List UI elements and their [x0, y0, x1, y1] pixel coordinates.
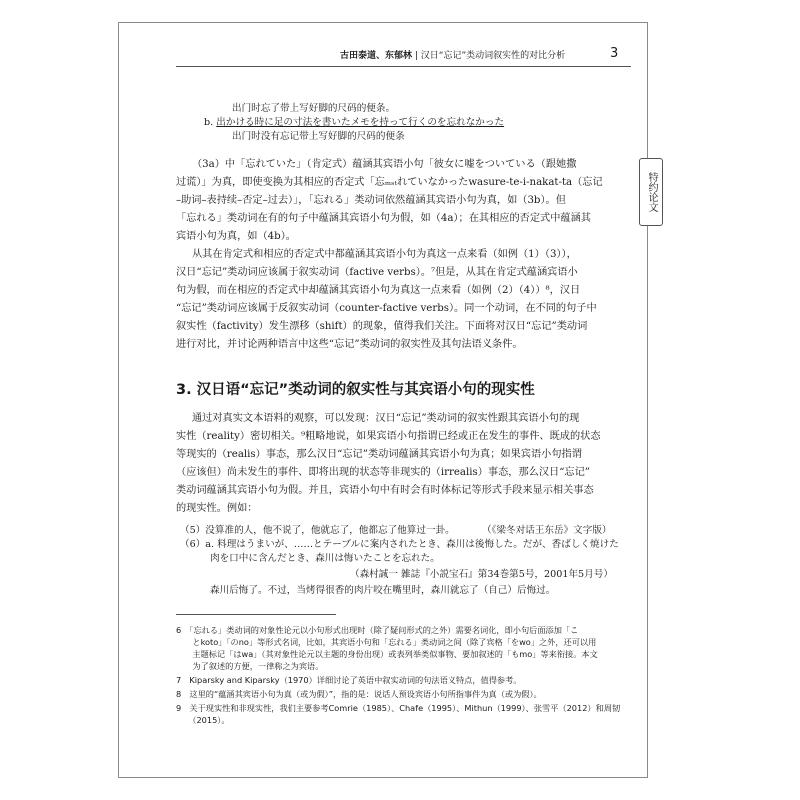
example-6-line1: （6）a. 料理はうまいが、……とテーブルに案内されたとき、森川は後悔した。だが、香ばしく焼けた [180, 539, 619, 550]
footnote-rule [176, 614, 336, 615]
example-top-label: b. [204, 117, 214, 128]
p1-line-5: 宾语小句为真，如（4b）。 [176, 231, 296, 242]
p3-line-2: 实性（reality）密切相关。⁹粗略地说，如果宾语小句指谓已经或正在发生的事件、既成的状态 [176, 431, 601, 442]
example-5-text: （5）没算准的人，他不说了，他就忘了，他都忘了他算过一卦。 [180, 525, 455, 536]
header-separator: | [414, 51, 421, 61]
running-header [340, 48, 630, 64]
footnote-7: 7 Kiparsky and Kiparsky（1970）详细讨论了英语中叙实动词的句法语义特点，值得参考。 [176, 675, 522, 685]
example-top-line2 [204, 116, 504, 130]
header-rule [176, 66, 631, 67]
footnote-6-line4: 为了叙述的方便，一律称之为宾语。 [176, 661, 324, 671]
example-6-translation: 森川后悔了。不过，当烤得很香的肉片咬在嘴里时，森川就忘了（自己）后悔过。 [210, 585, 556, 596]
p1-line-4: 「忘れる」类动词在有的句子中蕴涵其宾语小句为假，如（4a）；在其相应的否定式中蕴涵其 [176, 213, 591, 224]
example-top-line1: 出门时忘了带上写好脚的尺码的便条。 [232, 103, 396, 114]
p3-line-1: 通过对真实文本语料的观察，可以发现：汉日“忘记”类动词的叙实性跟其宾语小句的现 [192, 413, 580, 424]
p3-line-5: 类动词蕴涵其宾语小句为假。并且，宾语小句中有时会有时体标记等形式手段来显示相关事态 [176, 485, 594, 496]
section-heading: 3. 汉日语“忘记”类动词的叙实性与其宾语小句的现实性 [176, 382, 535, 398]
example-6-source: （森村誠一 雑誌『小説宝石』第34巻第5号，2001年5月号） [350, 569, 613, 580]
header-authors: 古田泰道、东郁林 [340, 51, 413, 61]
header-title: 汉日“忘记”类动词叙实性的对比分析 [420, 51, 566, 61]
example-5-source: （《梁冬对话王东岳》文字版） [482, 525, 612, 536]
p1-line-3: –助词–表持续–否定–过去）」，「忘れる」类动词依然蕴涵其宾语小句为真，如（3b）。但 [176, 195, 566, 206]
footnote-9-line2: （2015）。 [176, 715, 230, 725]
p2-line-3: 句为假，而在相应的否定式中却蕴涵其宾语小句为真这一点来看（如例（2）（4））⁸，汉日 [176, 285, 581, 296]
p2-line-4: “忘记”类动词应该属于反叙实动词（counter-factive verbs）。同一个动词，在不同的句子中 [176, 303, 597, 314]
example-top-japanese: 出かける時に足の寸法を書いたメモを持って行くのを忘れなかった [216, 117, 505, 128]
page-number: 3 [610, 46, 619, 61]
footnote-8: 8 这里的“蕴涵其宾语小句为真（或为假）”，指的是：说话人预设宾语小句所指事件为真（或为假）。 [176, 689, 542, 699]
side-tab-label: 特约论文 [639, 158, 663, 226]
footnote-6-line1: 6 「忘れる」类动词的对象性论元以小句形式出现时（除了疑问形式的之外）需要名词化，即小句后面添加「こ [176, 625, 579, 635]
p1-line-1: （3a）中「忘れていた」（肯定式）蕴涵其宾语小句「彼女に嘘をついている（跟她撒 [192, 159, 577, 170]
p2-line-1: 从其在肯定式和相应的否定式中都蕴涵其宾语小句为真这一点来看（如例（1）（3））， [192, 249, 577, 260]
footnote-6-line3: 主题标记「はwa」（其对象性论元以主题的身份出现）或表列举类似事物、要加叙述的「もmo」等来衔接。本文 [176, 649, 598, 659]
example-6-line2: 肉を口中に含んだとき、森川は悔いたことを忘れた。 [210, 553, 440, 564]
p1-line-2: 过谎）」为真，即使变换为其相应的否定式「忘ₘₛₜれていなかったwasure-te-i-nakat-ta（忘记 [176, 177, 603, 188]
p3-line-4: （应该但）尚未发生的事件、即将出现的状态等非现实的（irrealis）事态，那么汉日“忘记” [176, 467, 591, 478]
p3-line-3: 等现实的（realis）事态，那么汉日“忘记”类动词蕴涵其宾语小句为真；如果宾语小句指谓 [176, 449, 582, 460]
example-top-line3: 出门时没有忘记带上写好脚的尺码的便条 [232, 131, 405, 142]
p3-line-6: 的现实性。例如： [176, 503, 258, 514]
p2-line-5: 叙实性（factivity）发生漂移（shift）的现象，值得我们关注。下面将对汉日“忘记”类动词 [176, 321, 588, 332]
p2-line-2: 汉日“忘记”类动词应该属于叙实动词（factive verbs）。⁷但是，从其在肯定式蕴涵宾语小 [176, 267, 578, 278]
footnote-9-line1: 9 关于现实性和非现实性，我们主要参考Comrie（1985）、Chafe（1995）、Mithun（1999）、张雪平（2012）和周韧 [176, 703, 621, 713]
footnote-6-line2: とkoto」「のno」等形式名词，比如，其宾语小句和「忘れる」类动词之间（除了宾格「をwo」之外，还可以用 [176, 637, 597, 647]
p2-line-6: 进行对比，并讨论两种语言中这些“忘记”类动词的叙实性及其句法语义条件。 [176, 339, 523, 350]
